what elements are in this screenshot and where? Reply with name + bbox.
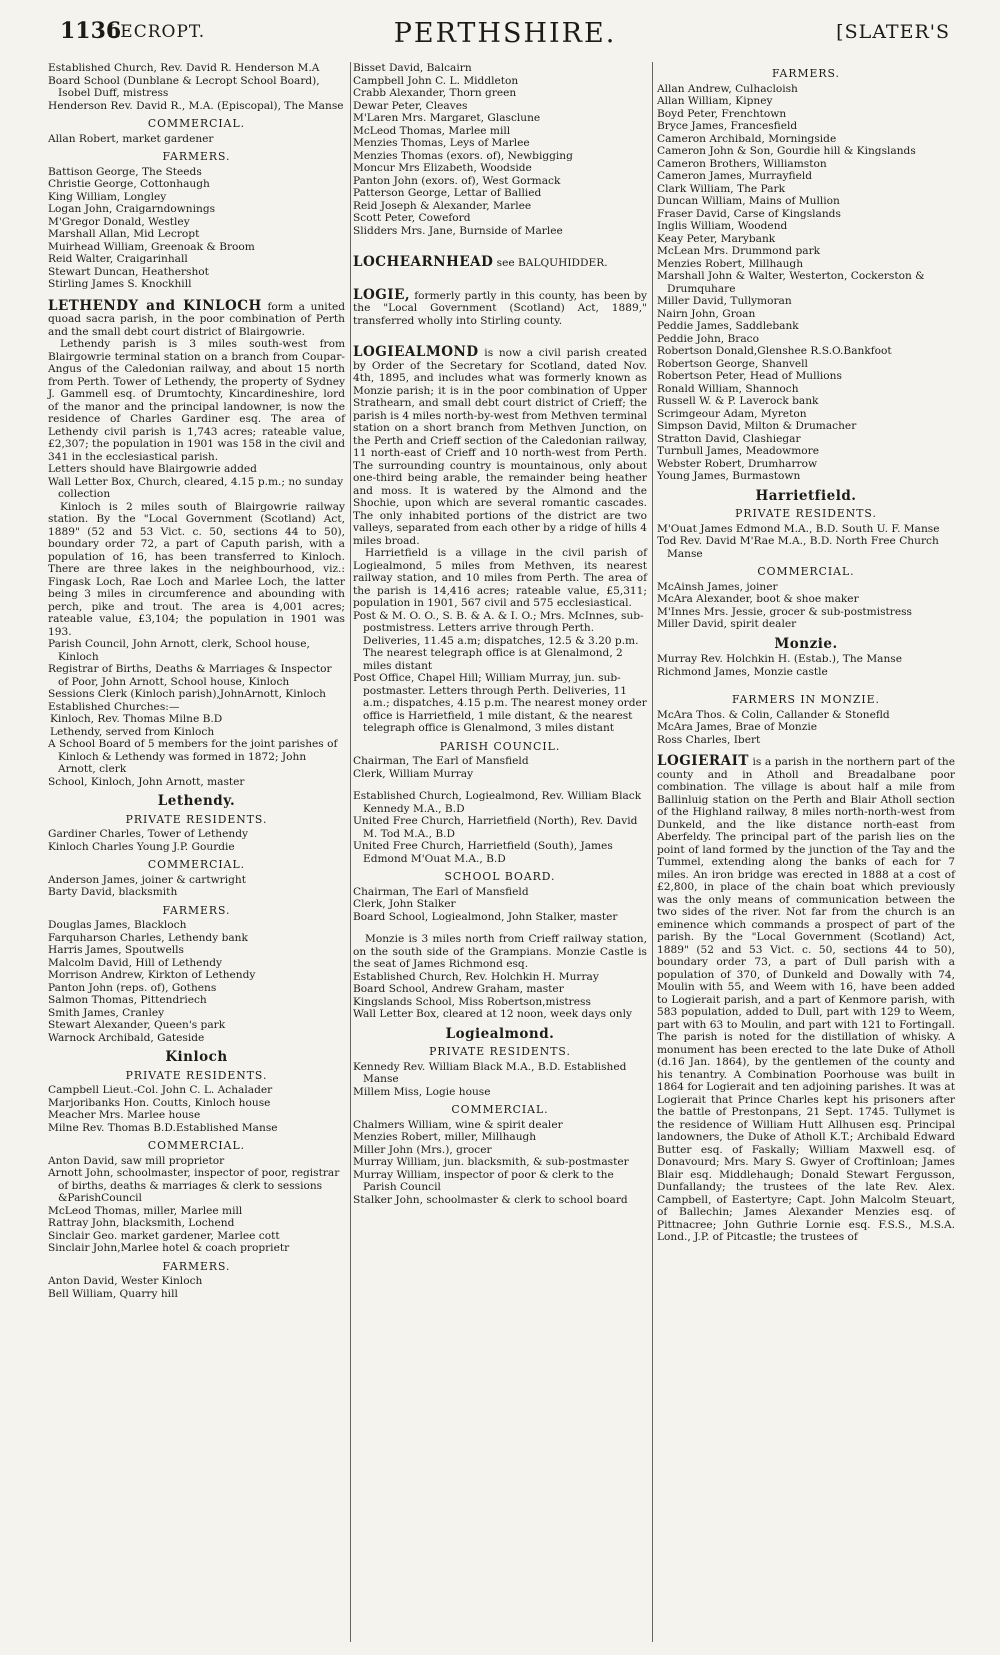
directory-entry: Chalmers William, wine & spirit dealer [353,1118,563,1131]
directory-entry: Malcolm David, Hill of Lethendy [48,956,223,969]
place-heading: Lethendy. [157,793,236,809]
directory-entry: McAra Alexander, boot & shoe maker [657,593,859,605]
directory-entry: Duncan William, Mains of Mullion [657,195,840,207]
directory-entry: Cameron James, Murrayfield [657,170,813,182]
section-heading: COMMERCIAL. [147,1139,246,1152]
directory-entry: Panton John (reps. of), Gothens [48,981,217,994]
section-heading: PRIVATE RESIDENTS. [125,1068,268,1082]
column-rule [350,62,351,1642]
running-place: LECROPT. [108,22,206,42]
directory-entry: Stewart Alexander, Queen's park [48,1019,226,1031]
directory-entry: Murray William, jun. blacksmith, & sub-postmaster [353,1156,629,1168]
directory-entry: Clark William, The Park [657,182,785,195]
directory-entry: Fraser David, Carse of Kingslands [657,207,841,220]
directory-entry: McLeod Thomas, Marlee mill [353,124,511,137]
section-heading: FARMERS IN MONZIE. [732,693,880,706]
directory-entry: Established Church, Logiealmond, Rev. William Black Kennedy M.A., B.D [353,790,642,815]
parish-name: LETHENDY and KINLOCH [48,297,262,314]
directory-entry: Allan Andrew, Culhacloish [657,82,798,95]
directory-entry: Dewar Peter, Cleaves [353,99,468,112]
directory-entry: Battison George, The Steeds [48,165,202,178]
directory-entry: Sinclair Geo. market gardener, Marlee cott [48,1229,280,1242]
directory-entry: Milne Rev. Thomas B.D.Established Manse [48,1121,278,1134]
directory-entry: Established Church, Rev. Holchkin H. Murray [353,970,599,983]
parish-description [353,256,647,270]
parish-name: LOGIEALMOND [353,344,479,360]
directory-entry: Stratton David, Clashiegar [657,432,801,445]
parish-description [353,346,647,547]
directory-entry: Boyd Peter, Frenchtown [657,107,787,120]
directory-entry: Clerk, William Murray [353,767,474,780]
section-heading: PRIVATE RESIDENTS. [735,507,877,520]
directory-entry: Morrison Andrew, Kirkton of Lethendy [48,969,256,981]
directory-entry: Marshall Allan, Mid Lecropt [48,228,200,240]
parish-name: LOGIE, [353,286,411,303]
directory-entry: Smith James, Cranley [48,1006,165,1019]
directory-entry: Arnott John, schoolmaster, inspector of poor, registrar of births, deaths & marriages & clerk to sessions &ParishCouncil [48,1167,340,1204]
parish-name: LOCHEARNHEAD [353,254,494,270]
directory-entry: Chairman, The Earl of Mansfield [353,755,529,767]
directory-entry: Menzies Thomas, Leys of Marlee [353,137,530,149]
directory-entry: Warnock Archibald, Gateside [48,1031,205,1044]
directory-entry: Registrar of Births, Deaths & Marriages & Inspector of Poor, John Arnott, School house, Kinloch [48,663,332,688]
directory-entry: Clerk, John Stalker [353,898,456,910]
directory-entry: McAinsh James, joiner [657,580,778,593]
directory-entry: Nairn John, Groan [657,307,756,320]
directory-entry: Logan John, Craigarndownings [48,203,216,215]
directory-entry: M'Ouat James Edmond M.A., B.D. South U. F. Manse [657,522,940,535]
place-heading: Logiealmond. [445,1025,555,1042]
directory-entry: Board School (Dunblane & Lecropt School Board), Isobel Duff, mistress [48,74,320,99]
directory-entry: Scott Peter, Coweford [353,212,471,224]
directory-entry: Chairman, The Earl of Mansfield [353,885,529,898]
directory-entry: School, Kinloch, John Arnott, master [48,775,245,788]
directory-entry: Campbell Lieut.-Col. John C. L. Achalader [48,1084,273,1096]
directory-entry: Kennedy Rev. William Black M.A., B.D. Established Manse [353,1060,627,1085]
description-paragraph: Lethendy parish is 3 miles south-west from Blairgowrie terminal station on a branch from Coupar-Angus of the Caledonian railway, and about 15 north from Perth. Tower of Lethendy, the property of Sydney J. Gammell esq. of Drumtochty, Kincardineshire, lord of the manor and the principal landowner, is now the residence of Charles Gardiner esq. The area of Lethendy civil parish is 1,743 acres; rateable value, £2,307; the population in 1901 was 158 in the civil and 341 in the ecclesiastical parish. [48,338,345,463]
place-heading: Monzie. [774,635,838,652]
directory-entry: Kinloch Charles Young J.P. Gourdie [48,840,235,853]
directory-entry: Robertson Donald,Glenshee R.S.O.Bankfoot [657,345,892,357]
parish-description [353,286,647,328]
directory-entry: Wall Letter Box, Church, cleared, 4.15 p.m.; no sunday collection [48,475,344,500]
description-paragraph: Kinloch is 2 miles south of Blairgowrie railway station. By the "Local Government (Scotland) Act, 1889" (52 and 53 Vict. c. 50, sections 44 to 50), boundary order 72, a part of Caputh parish, with a population of 16, has been transferred to Kinloch. There are three lakes in the neighbourhood, viz.: Fingask Loch, Rae Loch and Marlee Loch, the latter being 3 miles in circumference and abounding with perch, pike and trout. The area is 4,001 acres; rateable value, £3,104; the population in 1901 was 193. [48,500,345,638]
spacer [353,923,647,933]
directory-entry: Muirhead William, Greenoak & Broom [48,240,255,253]
directory-entry: Stirling James S. Knockhill [48,278,192,290]
directory-entry: McLeod Thomas, miller, Marlee mill [48,1204,243,1217]
directory-entry: Russell W. & P. Laverock bank [657,395,819,407]
section-heading: COMMERCIAL. [147,117,246,130]
directory-entry: Parish Council, John Arnott, clerk, School house, Kinloch [48,638,310,663]
parish-description [657,755,955,1244]
directory-entry: Farquharson Charles, Lethendy bank [48,931,248,944]
section-heading: SCHOOL BOARD. [444,870,556,883]
parish-name: LOGIERAIT [657,753,749,769]
spacer [657,678,955,688]
directory-entry: Simpson David, Milton & Drumacher [657,420,857,432]
directory-entry: Anton David, Wester Kinloch [48,1275,203,1287]
directory-entry: Campbell John C. L. Middleton [353,74,519,87]
column-2 [353,62,647,1206]
directory-entry: Bryce James, Francesfield [657,120,798,132]
directory-entry: Cameron Archibald, Morningside [657,132,837,145]
column-1 [48,62,345,1300]
section-heading: FARMERS. [162,150,231,163]
section-heading: FARMERS. [772,67,840,80]
spacer [353,270,647,280]
directory-entry: Patterson George, Lettar of Ballied [353,187,542,199]
directory-entry: United Free Church, Harrietfield (North), Rev. David M. Tod M.A., B.D [353,815,638,840]
page-header [60,18,950,54]
directory-entry: Gardiner Charles, Tower of Lethendy [48,828,248,840]
directory-entry: Reid Walter, Craigarinhall [48,253,188,265]
directory-entry: M'Innes Mrs. Jessie, grocer & sub-postmistress [657,605,912,618]
directory-entry: Allan William, Kipney [657,95,773,107]
directory-entry: Board School, Andrew Graham, master [353,983,564,995]
directory-entry: Murray Rev. Holchkin H. (Estab.), The Manse [657,653,903,665]
directory-entry: Crabb Alexander, Thorn green [353,87,517,99]
column-rule [652,62,653,1642]
directory-entry: Reid Joseph & Alexander, Marlee [353,199,532,212]
directory-entry: Bell William, Quarry hill [48,1287,178,1300]
directory-entry: Inglis William, Woodend [657,220,788,232]
directory-entry: Keay Peter, Marybank [657,232,776,245]
directory-entry: Peddie John, Braco [657,332,759,345]
parish-description-text: is a parish in the northern part of the county and in Atholl and Breadalbane poor combination. The village is about half a mile from Ballinluig station on the Perth and Blair Atholl section of the Highland railway, 8 miles north-north-west from Dunkeld, and the like distance north-east from Aberfeldy. The principal part of the parish lies on the point of land formed by the junction of the Tay and the Tummel, extending along the banks of each for 7 miles. An iron bridge was erected in 1888 at a cost of £2,800, in place of the chain boat which previously was the only means of communication between the two sides of the river. Not far from the church is an eminence which commands a prospect of part of the parish. By the "Local Government (Scotland) Act, 1889" (52 and 53 Vict. c. 50, sections 44 to 50), boundary order 73, a part of Dull parish with a population of 370, of Dunkeld and Dowally with 74, Moulin with 55, and Weem with 16, have been added to Logierait parish, and a part of Kenmore parish, with 583 population, added to Dull, part with 129 to Weem, part with 63 to Moulin, and part with 121 to Fortingall. The parish is noted for the distillation of whisky. A monument has been erected to the late Duke of Atholl (d.16 Jan. 1864), by the gentlemen of the county and his tenantry. A Combination Poorhouse was built in 1864 for Logierait and ten adjoining parishes. It was at Logierait that Prince Charles kept his prisoners after the battle of Prestonpans, 21 Sept. 1745. Tullymet is the residence of William Hutt Allhusen esq. Principal landowners, the Duke of Atholl K.T.; Archibald Edward Butter esq. of Faskally; William Maxwell esq. of Donavourd; Mrs. Mary S. Gwyer of Croftinloan; James Blair esq. Middlehaugh; Donald Stewart Fergusson, Dunfallandy; the trustees of the late Rev. Alex. Campbell, of Eastertyre; Capt. John Malcolm Steuart, of Ballechin; James Alexander Menzies esq. of Pittnacree; John Guthrie Lornie esq. F.S.S., M.S.A. Lond., J.P. of Pitcastle; the trustees of [657,756,955,1243]
directory-entry: Kingslands School, Miss Robertson,mistress [353,995,591,1008]
directory-entry: Marjoribanks Hon. Coutts, Kinloch house [48,1096,271,1109]
county-title: PERTHSHIRE. [393,18,617,49]
section-heading: COMMERCIAL. [147,858,246,871]
directory-entry: Established Church, Rev. David R. Henderson M.A [48,62,320,74]
directory-entry: Harris James, Spoutwells [48,944,184,956]
directory-entry: Webster Robert, Drumharrow [657,457,818,470]
directory-entry: Panton John (exors. of), West Gormack [353,174,561,187]
description-paragraph: Monzie is 3 miles north from Crieff railway station, on the south side of the Grampians. Monzie Castle is the seat of James Richmond esq. [353,933,647,970]
section-heading: PRIVATE RESIDENTS. [125,812,268,826]
directory-entry: Letters should have Blairgowrie added [48,463,257,475]
directory-entry: Allan Robert, market gardener [48,132,214,145]
directory-entry: Sessions Clerk (Kinloch parish),JohnArnott, Kinloch [48,688,326,700]
directory-entry: United Free Church, Harrietfield (South), James Edmond M'Ouat M.A., B.D [353,840,613,865]
directory-entry: Moncur Mrs Elizabeth, Woodside [353,162,532,174]
directory-entry: Anderson James, joiner & cartwright [48,873,246,886]
directory-entry: McLean Mrs. Drummond park [657,245,821,257]
section-heading: PRIVATE RESIDENTS. [429,1045,571,1058]
publisher-mark: [SLATER'S [836,21,950,43]
directory-entry: Miller David, Tullymoran [657,295,792,307]
directory-entry: Miller David, spirit dealer [657,618,797,630]
directory-entry: McAra James, Brae of Monzie [657,721,817,733]
place-heading: Harrietfield. [755,487,857,504]
directory-entry: McAra Thos. & Colin, Callander & Stonefld [657,708,890,721]
directory-entry: Meacher Mrs. Marlee house [48,1109,201,1121]
directory-entry: Wall Letter Box, cleared at 12 noon, week days only [353,1008,632,1020]
directory-entry: Bisset David, Balcairn [353,62,472,74]
directory-entry: Salmon Thomas, Pittendriech [48,994,207,1006]
place-heading: Kinloch [165,1049,228,1065]
section-heading: COMMERCIAL. [451,1103,549,1116]
section-heading: PARISH COUNCIL. [439,739,561,753]
directory-entry: Cameron Brothers, Williamston [657,157,827,170]
directory-entry: Marshall John & Walter, Westerton, Cockerston & Drumquhare [657,270,925,295]
directory-entry: M'Laren Mrs. Margaret, Glasclune [353,112,541,124]
directory-entry: Stalker John, schoolmaster & clerk to school board [353,1193,628,1206]
directory-entry: Ross Charles, Ibert [657,733,761,746]
parish-description-text: is now a civil parish created by Order of the Secretary for Scotland, dated Nov. 4th, 1895, and includes what was formerly known as Monzie parish; it is in the poor combination of Upper Strathearn, and small debt court district of Crieff; the parish is 4 miles north-by-west from Methven terminal station on a short branch from Methven Junction, on the Perth and Crieff section of the Caledonian railway, 11 north-east of Crieff and 10 north-west from Perth. The surrounding country is mountainous, only about one-third being arable, the remainder being heather and moss. It is watered by the Almond and the Shochie, upon which are several romantic cascades. The only inhabited portions of the district are two valleys, separated from each other by a ridge of hills 4 miles broad. [353,347,648,547]
directory-entry: Turnbull James, Meadowmore [657,445,819,457]
directory-entry: Post & M. O. O., S. B. & A. & I. O.; Mrs. McInnes, sub-postmistress. Letters arrive through Perth. Deliveries, 11.45 a.m; dispatches, 12.5 & 3.20 p.m. The nearest telegraph office is at Glenalmond, 2 miles distant [353,609,644,672]
directory-entry: A School Board of 5 members for the joint parishes of Kinloch & Lethendy was formed in 1872; John Arnott, clerk [48,738,338,775]
directory-entry: Post Office, Chapel Hill; William Murray, jun. sub-postmaster. Letters through Perth. Deliveries, 11 a.m.; dispatches, 4.15 p.m. The nearest money order office is Harrietfield, 1 mile distant, & the nearest telegraph office is Glenalmond, 3 miles distant [353,672,647,734]
directory-entry: Established Churches:— [48,700,180,713]
directory-entry: Slidders Mrs. Jane, Burnside of Marlee [353,224,563,237]
directory-entry: Anton David, saw mill proprietor [48,1154,225,1167]
directory-entry: Robertson George, Shanvell [657,357,808,370]
directory-entry: Rattray John, blacksmith, Lochend [48,1217,235,1229]
description-paragraph: Harrietfield is a village in the civil parish of Logiealmond, 5 miles from Methven, its nearest railway station, and 10 miles from Perth. The area of the parish is 14,416 acres; rateable value, £5,311; population in 1901, 567 civil and 575 ecclesiastical. [353,547,647,609]
directory-entry: Henderson Rev. David R., M.A. (Episcopal), The Manse [48,99,344,112]
spacer [353,780,647,790]
column-3 [657,62,955,1244]
section-heading: COMMERCIAL. [757,565,855,578]
directory-entry: Millem Miss, Logie house [353,1085,491,1098]
directory-entry: Cameron John & Son, Gourdie hill & Kingslands [657,145,916,157]
directory-entry: Board School, Logiealmond, John Stalker, master [353,910,618,923]
directory-entry: Menzies Thomas (exors. of), Newbigging [353,149,573,162]
directory-entry: Douglas James, Blackloch [48,919,187,931]
indented-entry: Kinloch, Rev. Thomas Milne B.D [50,713,223,725]
directory-entry: Menzies Robert, Millhaugh [657,257,804,270]
directory-entry: Scrimgeour Adam, Myreton [657,407,807,420]
directory-entry: Robertson Peter, Head of Mullions [657,370,842,382]
directory-entry: Sinclair John,Marlee hotel & coach proprietr [48,1242,290,1254]
section-heading: FARMERS. [162,903,231,917]
indented-entry: Lethendy, served from Kinloch [50,725,215,738]
section-heading: FARMERS. [162,1259,231,1273]
page-number: 1136 [60,18,122,44]
directory-entry: King William, Longley [48,190,167,203]
directory-entry: Christie George, Cottonhaugh [48,178,210,190]
directory-entry: Stewart Duncan, Heathershot [48,265,209,278]
directory-entry: Barty David, blacksmith [48,886,178,898]
directory-entry: Peddie James, Saddlebank [657,320,799,332]
directory-entry: Miller John (Mrs.), grocer [353,1143,492,1156]
spacer [353,327,647,337]
directory-entry: Menzies Robert, miller, Millhaugh [353,1131,537,1143]
parish-description-text: form a united quoad sacra parish, in the poor combination of Perth and the small debt court district of Blairgowrie. [48,300,345,338]
spacer [353,237,647,247]
directory-entry: Young James, Burmastown [657,470,801,482]
directory-entry: M'Gregor Donald, Westley [48,215,190,228]
directory-entry: Tod Rev. David M'Rae M.A., B.D. North Free Church Manse [657,535,939,560]
directory-entry: Richmond James, Monzie castle [657,665,828,678]
parish-description [48,297,345,339]
directory-entry: Ronald William, Shannoch [657,382,799,395]
parish-description-text: see BALQUHIDDER. [493,257,608,269]
directory-entry: Murray William, inspector of poor & clerk to the Parish Council [353,1168,614,1193]
parish-description-text: formerly partly in this county, has been by the "Local Government (Scotland) Act, 1889," transferred wholly into Stirling county. [353,289,647,327]
